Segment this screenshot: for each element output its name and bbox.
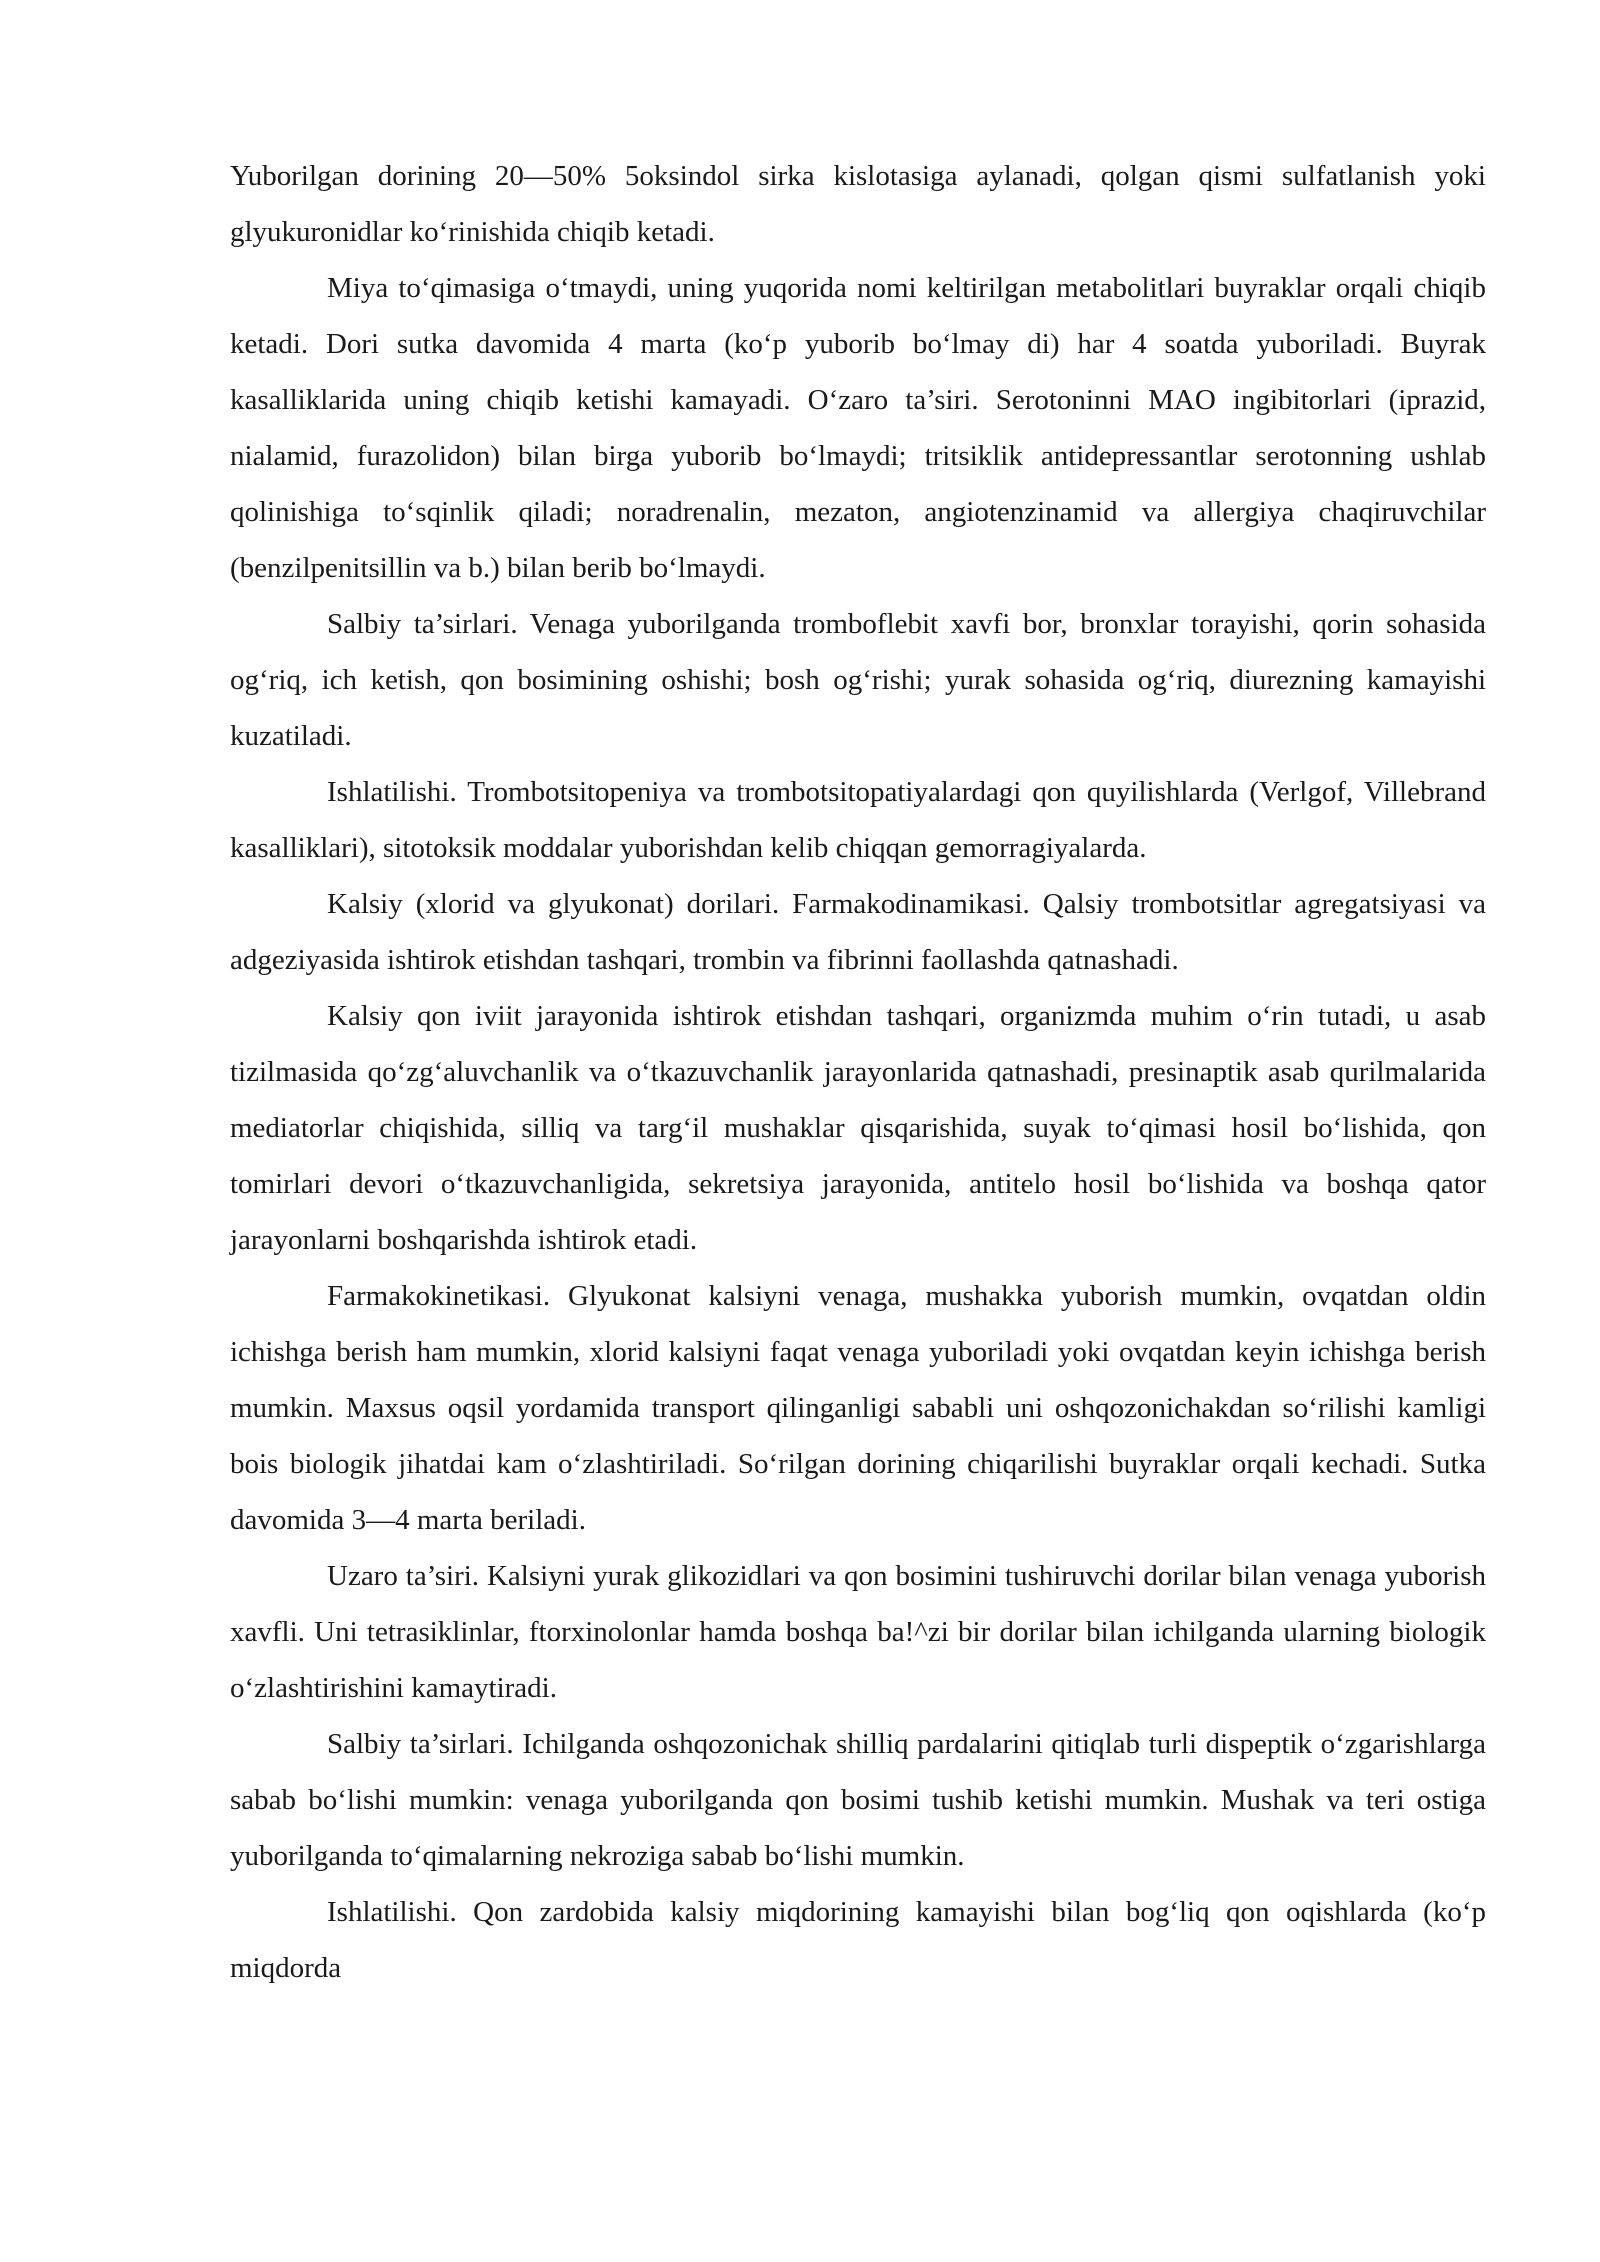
paragraph-4: Ishlatilishi. Trombotsitopeniya va trombotsitopatiyalardagi qon quyilishlarda (Verlgof, Villebrand kasalliklari), sitotoksik moddalar yuborishdan kelib chiqqan gemorragiyalarda.	[230, 776, 1486, 864]
paragraph-6: Kalsiy qon iviit jarayonida ishtirok etishdan tashqari, organizmda muhim o‘rin tutadi, u asab tizilmasida qo‘zg‘aluvchanlik va o‘tkazuvchanlik jarayonlarida qatnashadi, presinaptik asab qurilmalarida mediatorlar chiqishida, silliq va targ‘il mushaklar qisqarishida, suyak to‘qimasi hosil bo‘lishida, qon tomirlari devori o‘tkazuvchanligida, sekretsiya jarayonida, antitelo hosil bo‘lishida va boshqa qator jarayonlarni boshqarishda ishtirok etadi.	[230, 1000, 1486, 1256]
paragraph-1: Yuborilgan dorining 20—50% 5oksindol sirka kislotasiga aylanadi, qolgan qismi sulfatlanish yoki glyukuronidlar ko‘rinishida chiqib ketadi.	[230, 160, 1486, 248]
paragraph-8: Uzaro ta’siri. Kalsiyni yurak glikozidlari va qon bosimini tushiruvchi dorilar bilan venaga yuborish xavfli. Uni tetrasiklinlar, ftorxinolonlar hamda boshqa ba!^zi bir dorilar bilan ichilganda ularning biologik o‘zlashtirishini kamaytiradi.	[230, 1560, 1486, 1704]
paragraph-7: Farmakokinetikasi. Glyukonat kalsiyni venaga, mushakka yuborish mumkin, ovqatdan oldin ichishga berish ham mumkin, xlorid kalsiyni faqat venaga yuboriladi yoki ovqatdan keyin ichishga berish mumkin. Maxsus oqsil yordamida transport qilinganligi sababli uni oshqozonichakdan so‘rilishi kamligi bois biologik jihatdai kam o‘zlashtiriladi. So‘rilgan dorining chiqarilishi buyraklar orqali kechadi. Sutka davomida 3—4 marta beriladi.	[230, 1280, 1486, 1536]
paragraph-9: Salbiy ta’sirlari. Ichilganda oshqozonichak shilliq pardalarini qitiqlab turli dispeptik o‘zgarishlarga sabab bo‘lishi mumkin: venaga yuborilganda qon bosimi tushib ketishi mumkin. Mushak va teri ostiga yuborilganda to‘qimalarning nekroziga sabab bo‘lishi mumkin.	[230, 1728, 1486, 1872]
paragraph-3: Salbiy ta’sirlari. Venaga yuborilganda tromboflebit xavfi bor, bronxlar torayishi, qorin sohasida og‘riq, ich ketish, qon bosimining oshishi; bosh og‘rishi; yurak sohasida og‘riq, diurezning kamayishi kuzatiladi.	[230, 608, 1486, 752]
paragraph-10: Ishlatilishi. Qon zardobida kalsiy miqdorining kamayishi bilan bog‘liq qon oqishlarda (ko‘p miqdorda	[230, 1896, 1486, 1984]
paragraph-2: Miya to‘qimasiga o‘tmaydi, uning yuqorida nomi keltirilgan metabolitlari buyraklar orqali chiqib ketadi. Dori sutka davomida 4 marta (ko‘p yuborib bo‘lmay di) har 4 soatda yuboriladi. Buyrak kasalliklarida uning chiqib ketishi kamayadi. O‘zaro ta’siri. Serotoninni MAO ingibitorlari (iprazid, nialamid, furazolidon) bilan birga yuborib bo‘lmaydi; tritsiklik antidepressantlar serotonning ushlab qolinishiga to‘sqinlik qiladi; noradrenalin, mezaton, angiotenzinamid va allergiya chaqiruvchilar (benzilpenitsillin va b.) bilan berib bo‘lmaydi.	[230, 272, 1486, 584]
document-page	[230, 148, 1486, 1996]
paragraph-5: Kalsiy (xlorid va glyukonat) dorilari. Farmakodinamikasi. Qalsiy trombotsitlar agregatsiyasi va adgeziyasida ishtirok etishdan tashqari, trombin va fibrinni faollashda qatnashadi.	[230, 888, 1486, 976]
